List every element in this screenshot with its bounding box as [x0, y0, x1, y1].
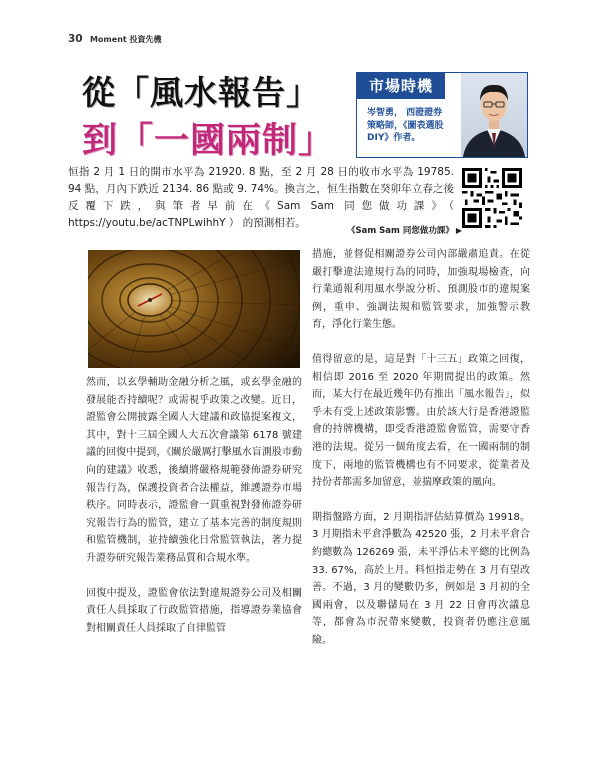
body-paragraph: 回復中提及，證監會依法對違規證券公司及相關責任人員採取了行政監管措施，指導證券業協會對相關責任人員採取了自律監管 — [86, 587, 302, 634]
intro-paragraph: 恒指 2 月 1 日的開市水平為 21920. 8 點，至 2 月 28 日的收市水平為 19785. 94 點，月內下跌近 2134. 86 點或 9. 74%。換言之，恒生指數在癸卯年立春之後反覆下跌，與筆者早前在《Sam Sam 同您做功課》（ https://youtu.be/acTNPLwihhY ） 的預測相若。 — [68, 166, 454, 229]
author-line: 策略師，《圖表選股 — [367, 120, 444, 131]
qr-code[interactable] — [462, 168, 522, 228]
qr-caption — [346, 224, 462, 236]
body-left-column — [86, 374, 302, 637]
title-line-1: 從「風水報告」 — [82, 73, 320, 112]
magazine-name: Moment 投資先機 — [89, 35, 162, 44]
title-line-2: 到「一國兩制」 — [82, 121, 335, 161]
body-paragraph: 措施，並督促相關證券公司內部嚴肅追責。在從嚴打擊違法違規行為的同時，加強現場檢查，向行業通報利用風水學說分析、預測股市的違規案例，重申、強調法規和監管要求，加強警示教育，淨化行業生態。 — [312, 249, 530, 331]
compass-icon — [88, 250, 300, 368]
author-line: 岑智勇， 西證證券 — [367, 108, 443, 118]
article-title — [82, 72, 352, 164]
author-photo — [461, 73, 527, 157]
feng-shui-compass-photo — [88, 250, 300, 368]
column-tag: 市場時機 — [357, 73, 445, 99]
play-arrow-icon: ▶ — [455, 226, 462, 235]
author-portrait-icon — [461, 73, 527, 157]
page-number: 30 — [68, 33, 83, 45]
author-line: DIY》作者。 — [367, 133, 421, 143]
qr-code-icon — [462, 168, 522, 228]
body-right-column — [312, 246, 530, 649]
qr-caption-text: 《Sam Sam 同您做功課》 — [346, 226, 454, 236]
body-paragraph: 然而，以玄學輔助金融分析之風，或玄學金融的發展能否持續呢？或需視乎政策之改變。近日，證監會公開披露全國人大建議和政協提案複文，其中，對十三屆全國人大五次會議第 6178 號建議的回復中提到，《關於嚴厲打擊風水盲測股市動向的建議》收悉，後續將嚴格規範發佈證券研究報告行為，保護投資者合法權益，維護證券市場秩序。同時表示，證監會一貫重視對發佈證券研究報告行為的監管，建立了基本完善的制度規則和監管機制，並持續強化日常監管執法，著力提升證券研究報告業務品質和合規水準。 — [86, 377, 302, 564]
body-paragraph: 值得留意的是，這是對「十三五」政策之回復，相信即 2016 至 2020 年期間提出的政策。然而，某大行在最近幾年仍有推出「風水報告」，似乎未有受上述政策影響。由於該大行是香港證監會的持牌機構，即受香港證監會監管，需要守香港的法規。從另一個角度去看，在一國兩制的制度下，兩地的監管機構也有不同要求，從業者及持份者都需多加留意，並揣摩政策的風向。 — [312, 353, 530, 489]
column-info-box — [356, 72, 528, 158]
page-header — [68, 33, 162, 47]
body-paragraph: 期指盤路方面，2 月期指評估結算價為 19918。3 月期指未平倉淨數為 42520 張，2 月未平倉合約總數為 126269 張，未平淨佔未平總的比例為 33. 67%，高於上月。料恒指走勢在 3 月有望改善。不過，3 月的變數仍多，例如是 3 月初的全國兩會，以及聯儲局在 3 月 22 日會再次議息等，都會為市況帶來變數，投資者仍應注意風險。 — [312, 511, 530, 646]
author-info — [367, 107, 459, 145]
